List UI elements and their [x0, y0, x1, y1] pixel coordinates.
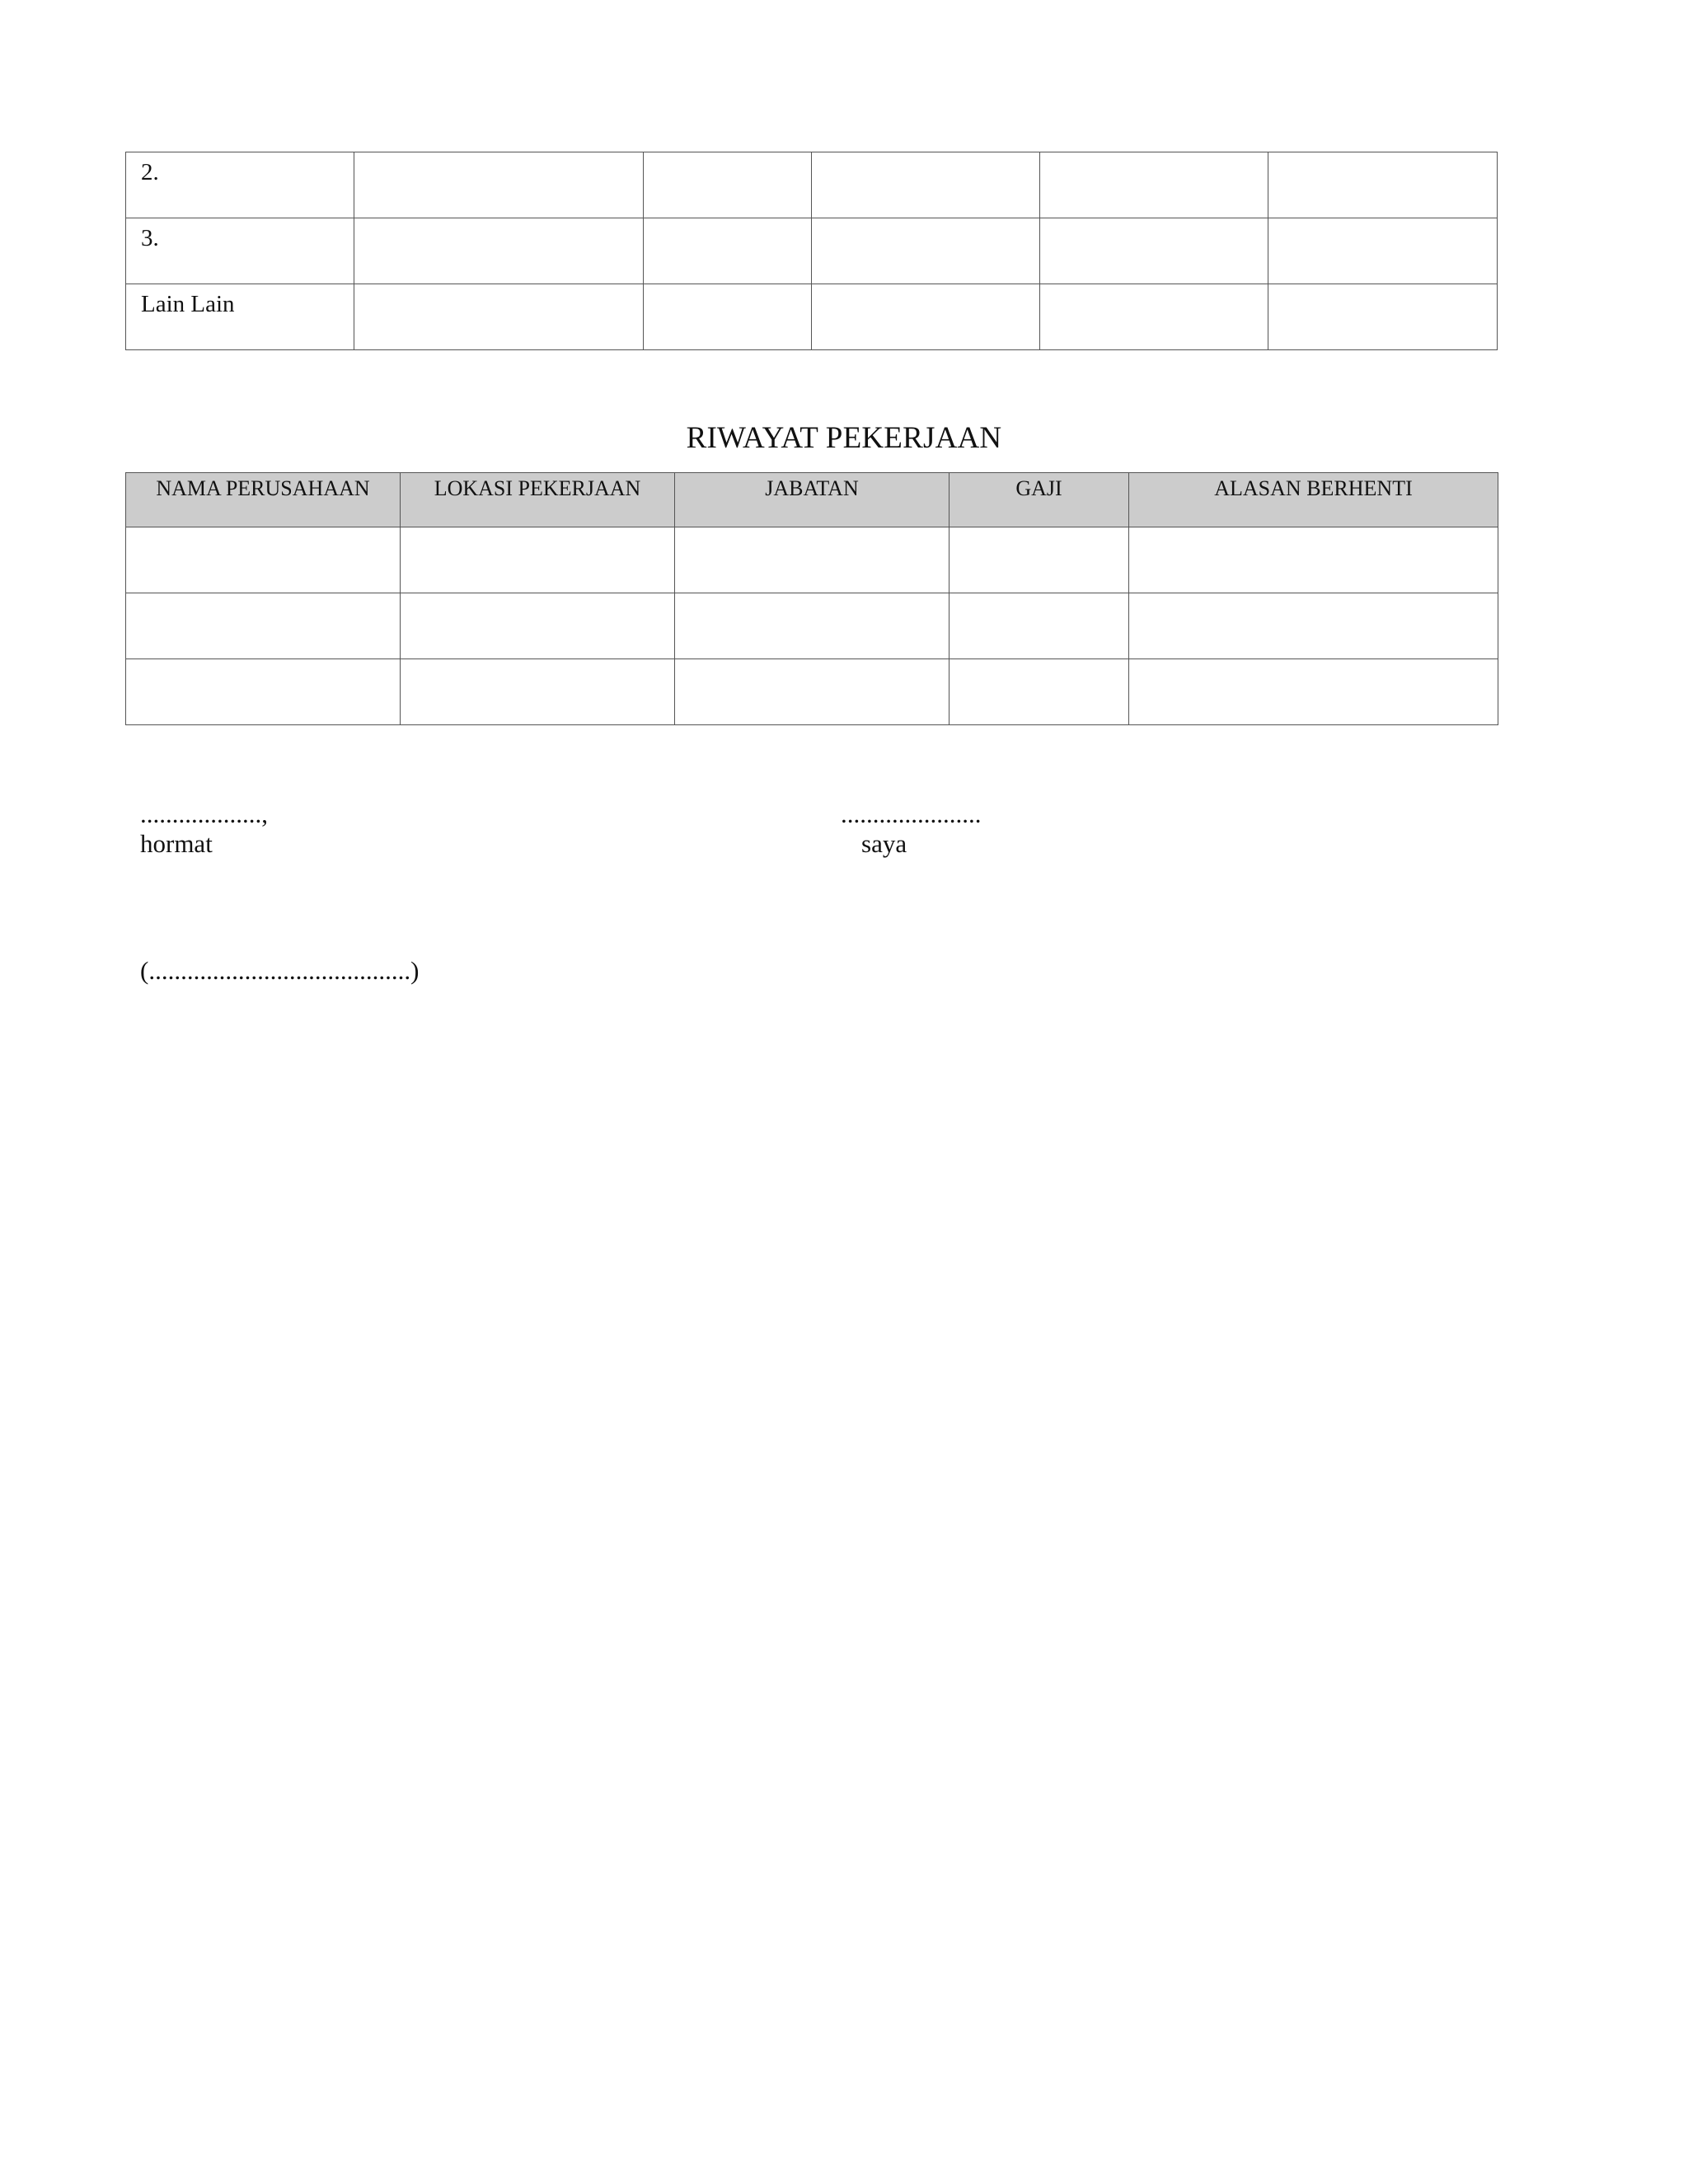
table-cell — [675, 659, 950, 725]
column-header-reason: ALASAN BERHENTI — [1129, 473, 1498, 527]
table-cell — [644, 284, 812, 350]
column-header-salary: GAJI — [950, 473, 1129, 527]
table-cell — [950, 527, 1129, 593]
closing-hormat: hormat — [140, 829, 213, 858]
column-header-position: JABATAN — [675, 473, 950, 527]
table-row — [126, 659, 1498, 725]
table-cell — [644, 152, 812, 218]
education-continuation-table — [125, 152, 1498, 350]
table-cell — [401, 593, 675, 659]
table-cell — [644, 218, 812, 284]
table-row — [126, 527, 1498, 593]
table-cell — [126, 659, 401, 725]
table-cell — [1268, 284, 1498, 350]
table-row — [126, 593, 1498, 659]
table-cell — [126, 593, 401, 659]
row-label: 3. — [126, 218, 354, 284]
table-cell — [1268, 218, 1498, 284]
section-title: RIWAYAT PEKERJAAN — [686, 421, 1002, 455]
column-header-location: LOKASI PEKERJAAN — [401, 473, 675, 527]
table-cell — [401, 527, 675, 593]
table-cell — [1129, 659, 1498, 725]
table-row — [126, 152, 1498, 218]
table-cell — [126, 527, 401, 593]
table-cell — [950, 659, 1129, 725]
table-cell — [812, 218, 1040, 284]
table-header-row — [126, 473, 1498, 527]
work-history-table — [125, 472, 1498, 725]
table-cell — [401, 659, 675, 725]
row-label: Lain Lain — [126, 284, 354, 350]
table-cell — [354, 218, 644, 284]
table-cell — [1040, 152, 1268, 218]
table-cell — [354, 152, 644, 218]
table-cell — [950, 593, 1129, 659]
table-cell — [354, 284, 644, 350]
table-cell — [1129, 593, 1498, 659]
table-cell — [1040, 218, 1268, 284]
signature-name-line: (.........................................) — [140, 956, 420, 985]
table-cell — [1268, 152, 1498, 218]
date-placeholder: ...................... — [841, 799, 982, 828]
table-cell — [1040, 284, 1268, 350]
table-row — [126, 218, 1498, 284]
column-header-company: NAMA PERUSAHAAN — [126, 473, 401, 527]
table-cell — [675, 527, 950, 593]
place-placeholder: ..................., — [140, 799, 268, 828]
table-cell — [675, 593, 950, 659]
row-label: 2. — [126, 152, 354, 218]
table-cell — [812, 152, 1040, 218]
closing-saya: saya — [861, 829, 907, 858]
table-cell — [1129, 527, 1498, 593]
table-cell — [812, 284, 1040, 350]
table-row — [126, 284, 1498, 350]
